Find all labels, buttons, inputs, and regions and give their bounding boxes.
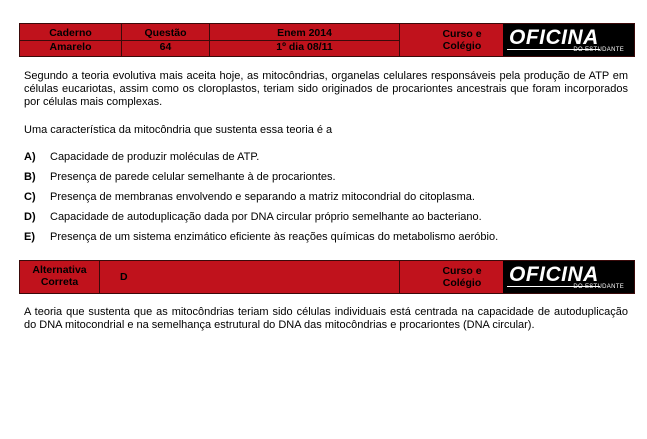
alternativa-label: Alternativa <box>32 264 87 276</box>
logo-wordmark: OFICINA <box>509 26 599 49</box>
correta-label: Correta <box>40 276 79 288</box>
option-letter: A) <box>24 151 36 163</box>
logo-wordmark: OFICINA <box>509 263 599 286</box>
questao-cell <box>122 24 210 56</box>
question-prompt: Uma característica da mitocôndria que sustenta essa teoria é a <box>24 124 333 136</box>
question-text: Segundo a teoria evolutiva mais aceita hoje, as mitocôndrias, organelas celulares responsáveis pela produção de ATP em células eucariotas, assim como os cloroplastos, teriam sido originados de procariontes ancestrais que foram incorporados por células mais complexas. <box>24 70 628 108</box>
oficina-logo <box>503 261 634 293</box>
option-text: Presença de membranas envolvendo e separando a matriz mitocondrial do citoplasma. <box>50 191 475 203</box>
exam-date: 1º dia 08/11 <box>276 41 333 53</box>
exam-cell <box>210 24 400 56</box>
curso-line1: Curso e <box>442 265 482 277</box>
option-e <box>24 231 498 244</box>
answer-letter: D <box>120 271 128 283</box>
answer-explanation: A teoria que sustenta que as mitocôndrias teriam sido células individuais está centrada na capacidade de autoduplicação do DNA mitocondrial e na semelhança estrutural do DNA das mitocôndrias e procariontes (DNA circular). <box>24 306 628 331</box>
exam-label: Enem 2014 <box>277 27 332 39</box>
caderno-value: Amarelo <box>49 41 92 53</box>
logo-subtitle: DO ESTUDANTE <box>573 284 624 290</box>
questao-value: 64 <box>159 41 172 53</box>
logo-subtitle: DO ESTUDANTE <box>573 47 624 53</box>
option-letter: C) <box>24 191 36 203</box>
curso-line2: Colégio <box>442 277 482 289</box>
question-header-bar <box>19 23 635 57</box>
curso-line2: Colégio <box>442 40 482 52</box>
option-d <box>24 211 482 224</box>
option-c <box>24 191 475 204</box>
option-text: Capacidade de autoduplicação dada por DNA circular próprio semelhante ao bacteriano. <box>50 211 482 223</box>
caderno-cell <box>20 24 122 56</box>
curso-line1: Curso e <box>442 28 482 40</box>
option-letter: E) <box>24 231 35 243</box>
option-text: Capacidade de produzir moléculas de ATP. <box>50 151 260 163</box>
alternativa-cell <box>20 261 100 293</box>
questao-label: Questão <box>144 27 187 39</box>
option-letter: B) <box>24 171 36 183</box>
answer-value-cell <box>100 261 400 293</box>
option-a <box>24 151 259 164</box>
option-text: Presença de um sistema enzimático eficiente às reações químicas do metabolismo aeróbio. <box>50 231 499 243</box>
curso-cell <box>400 261 504 293</box>
curso-cell <box>400 24 504 56</box>
option-letter: D) <box>24 211 36 223</box>
oficina-logo <box>503 24 634 56</box>
option-text: Presença de parede celular semelhante à de procariontes. <box>50 171 336 183</box>
option-b <box>24 171 336 184</box>
answer-header-bar <box>19 260 635 294</box>
caderno-label: Caderno <box>49 27 92 39</box>
